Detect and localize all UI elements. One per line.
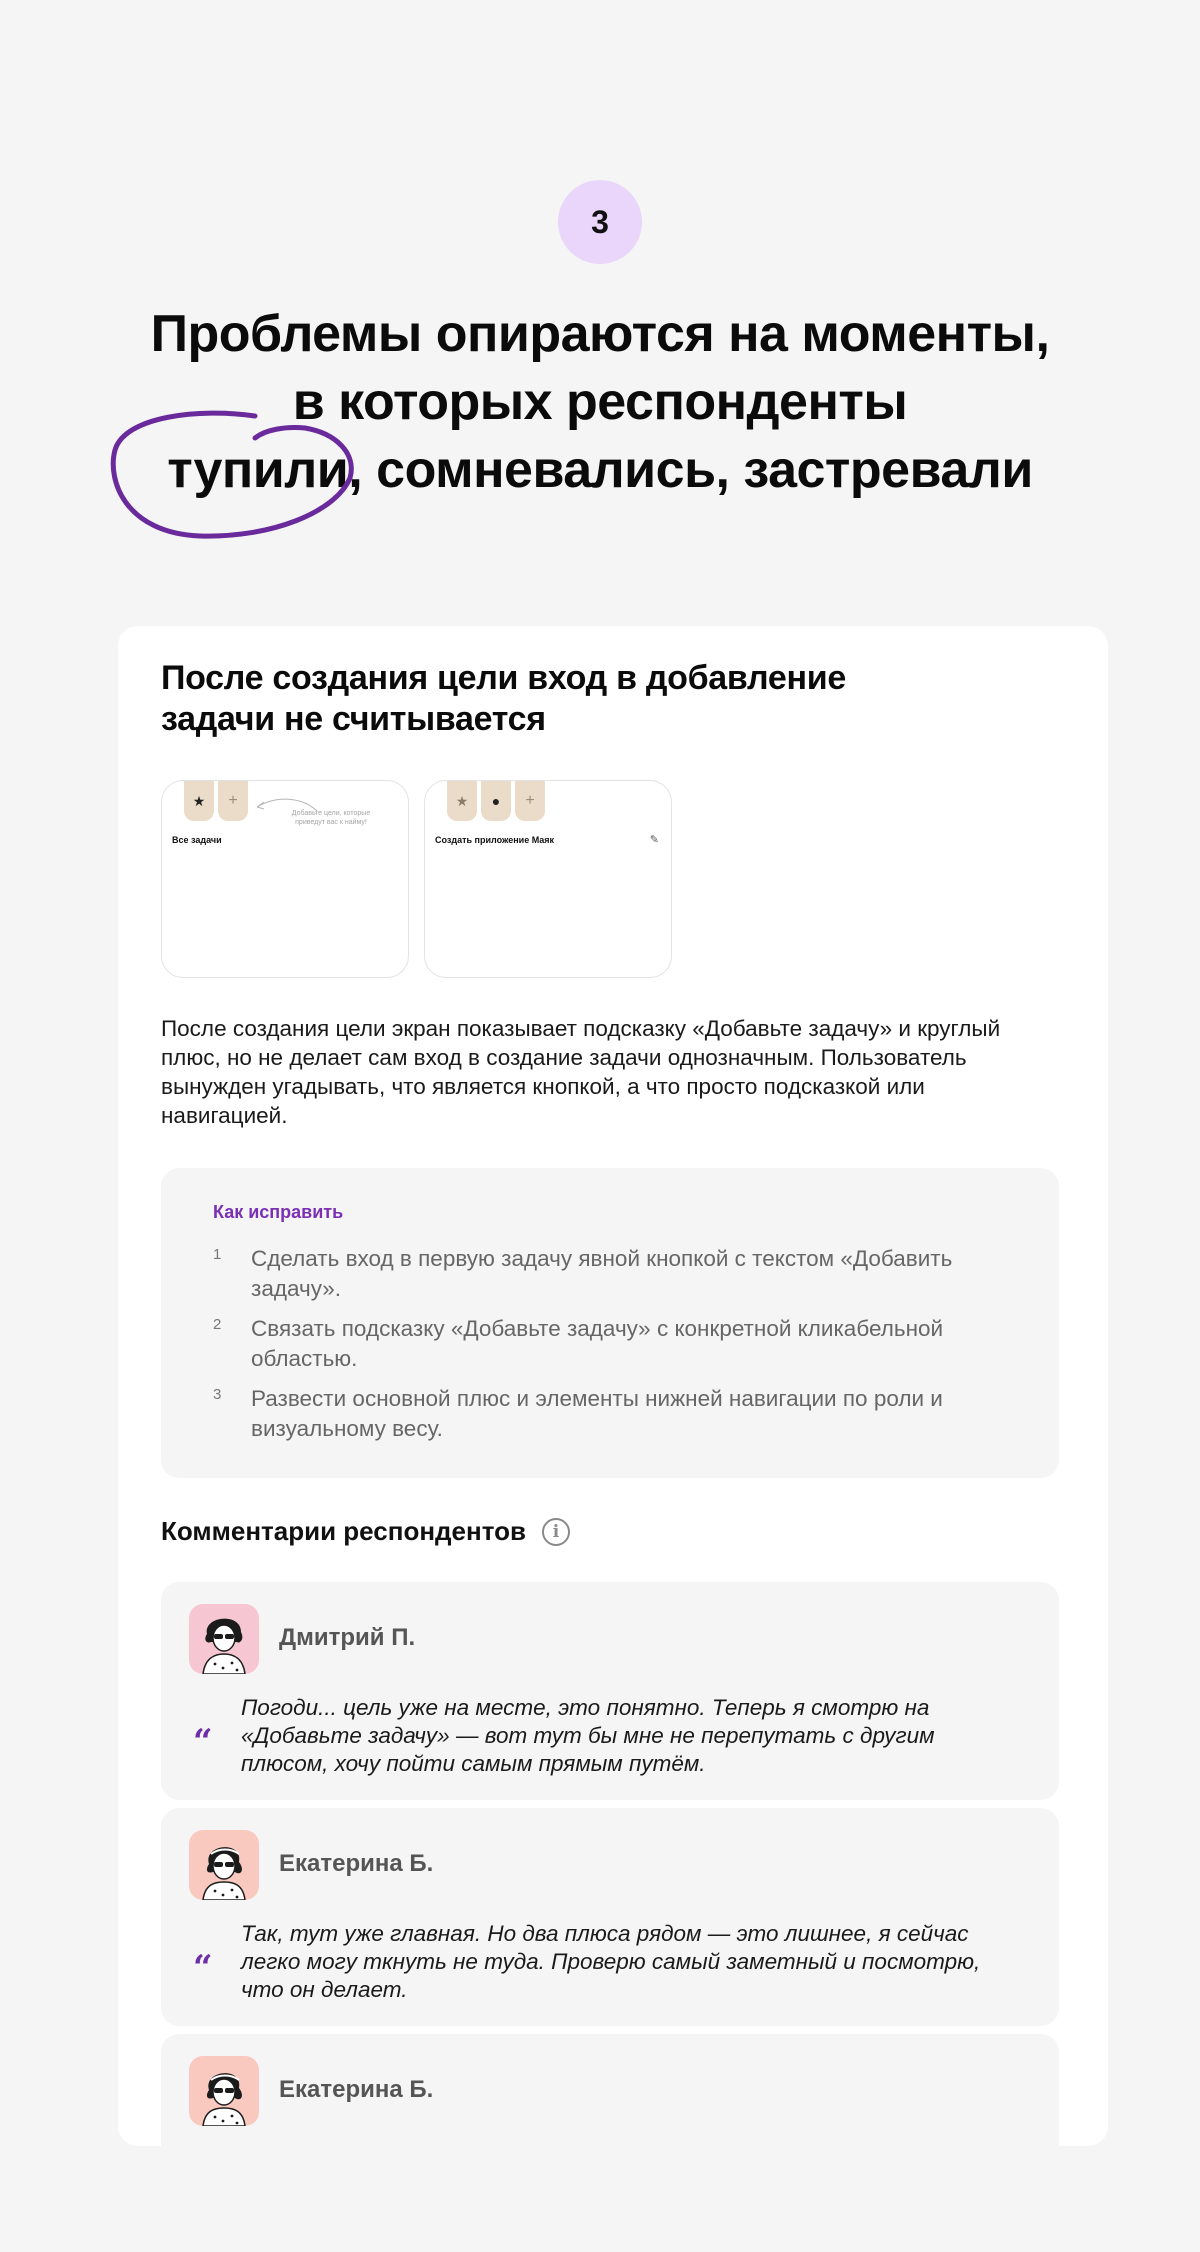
comment-card [161, 1808, 1059, 2026]
fix-item-text: Связать подсказку «Добавьте задачу» с конкретной кликабельной областью. [251, 1316, 944, 1371]
star-icon: ★ [447, 781, 477, 821]
problem-card [118, 626, 1108, 2146]
headline-line-3: тупили, сомневались, застревали [167, 441, 1033, 499]
plus-icon: + [218, 781, 248, 821]
bag-icon: ● [481, 781, 511, 821]
fix-item-number: 1 [213, 1246, 222, 1263]
comments-heading [161, 1516, 570, 1547]
problem-description: После создания цели экран показывает подсказку «Добавьте задачу» и круглый плюс, но не делает сам вход в создание задачи однозначным. Пользователь вынужден угадывать, что является кнопкой, а что просто подсказкой или навигацией. [161, 1016, 1001, 1128]
headline-line-2: в которых респонденты [292, 373, 908, 431]
fix-item-text: Развести основной плюс и элементы нижней навигации по роли и визуальному весу. [251, 1386, 943, 1441]
fix-item-number: 2 [213, 1316, 222, 1333]
screenshot-create-app [424, 780, 672, 978]
star-icon: ★ [184, 781, 214, 821]
quote-icon: “ [193, 1948, 213, 1988]
screenshot-label: Все задачи [172, 835, 222, 845]
fix-box [161, 1168, 1059, 1478]
respondent-name: Екатерина Б. [279, 2076, 434, 2103]
problem-title: После создания цели вход в добавление задачи не считывается [161, 659, 846, 738]
respondent-name: Дмитрий П. [279, 1624, 416, 1651]
avatar [189, 2056, 259, 2126]
comment-card [161, 2034, 1059, 2252]
fix-item-text: Сделать вход в первую задачу явной кнопкой с текстом «Добавить задачу». [251, 1246, 953, 1301]
info-icon[interactable]: i [542, 1518, 570, 1546]
fix-title: Как исправить [213, 1202, 344, 1222]
screenshot-all-tasks [161, 780, 409, 978]
respondent-name: Екатерина Б. [279, 1850, 434, 1877]
plus-icon: + [515, 781, 545, 821]
quote-icon: “ [193, 1722, 213, 1762]
avatar [189, 1604, 259, 1674]
headline-line-1: Проблемы опираются на моменты, [150, 305, 1050, 363]
screenshot-hint: Добавьте цели, которые приведут вас к найму! [291, 810, 371, 826]
pencil-icon: ✎ [649, 834, 659, 846]
screenshot-label: Создать приложение Маяк [435, 835, 555, 845]
fix-item-number: 3 [213, 1386, 222, 1403]
respondent-quote: Так, тут уже главная. Но два плюса рядом — это лишнее, я сейчас легко могу ткнуть не туда. Проверю самый заметный и посмотрю, что он делает. [241, 1921, 981, 2002]
comments-heading-text: Комментарии респондентов [161, 1516, 526, 1546]
comment-card [161, 1582, 1059, 1800]
avatar [189, 1830, 259, 1900]
highlight-scribble [105, 408, 360, 543]
step-number-badge: 3 [558, 180, 642, 264]
respondent-quote: Погоди... цель уже на месте, это понятно. Теперь я смотрю на «Добавьте задачу» — вот тут бы мне не перепутать с другим плюсом, хочу пойти самым прямым путём. [241, 1695, 935, 1776]
